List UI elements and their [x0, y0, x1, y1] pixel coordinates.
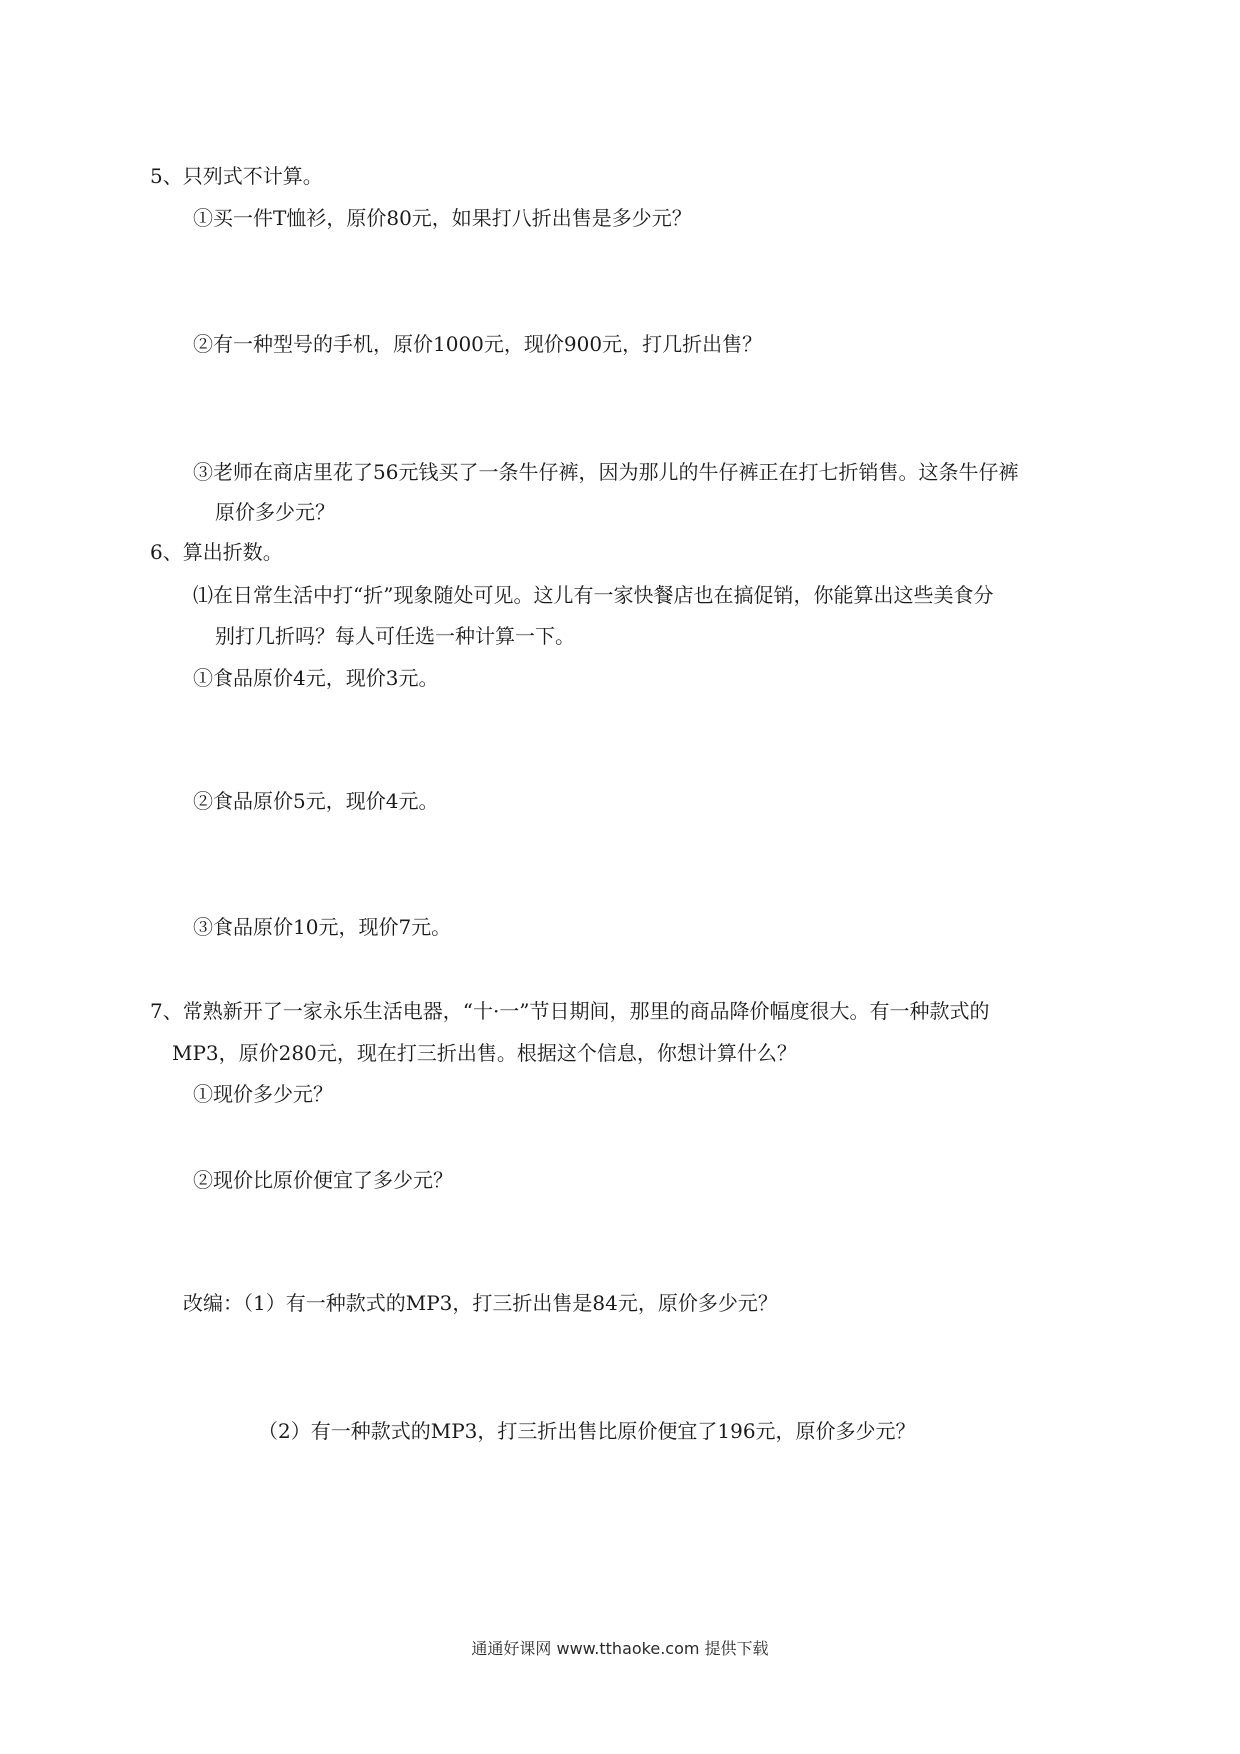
q7-title-line-2: MP3，原价280元，现在打三折出售。根据这个信息，你想计算什么？	[172, 1041, 797, 1065]
q5-item-3-line-1: ③老师在商店里花了56元钱买了一条牛仔裤，因为那儿的牛仔裤正在打七折销售。这条牛仔裤	[193, 460, 1019, 484]
q7-adapt-1: 改编：（1）有一种款式的MP3，打三折出售是84元，原价多少元？	[183, 1291, 778, 1315]
q6-item-3: ③食品原价10元，现价7元。	[193, 915, 452, 939]
q6-item-2: ②食品原价5元，现价4元。	[193, 789, 439, 813]
q5-item-1: ①买一件T恤衫，原价80元，如果打八折出售是多少元？	[193, 206, 692, 230]
q5-item-3-line-2: 原价多少元？	[215, 500, 335, 524]
q7-adapt-2: （2）有一种款式的MP3，打三折出售比原价便宜了196元，原价多少元？	[258, 1419, 916, 1443]
q6-title: 6、算出折数。	[150, 540, 283, 564]
q6-intro-line-1: ⑴在日常生活中打“折”现象随处可见。这儿有一家快餐店也在搞促销，你能算出这些美食分	[193, 583, 994, 607]
q5-item-2: ②有一种型号的手机，原价1000元，现价900元，打几折出售？	[193, 332, 763, 356]
q5-title: 5、只列式不计算。	[150, 164, 323, 188]
q6-item-1: ①食品原价4元，现价3元。	[193, 666, 439, 690]
q7-item-2: ②现价比原价便宜了多少元？	[193, 1168, 453, 1192]
footer-credit: 通通好课网 www.tthaoke.com 提供下载	[471, 1639, 769, 1658]
q7-item-1: ①现价多少元？	[193, 1082, 333, 1106]
q6-intro-line-2: 别打几折吗？每人可任选一种计算一下。	[215, 624, 575, 648]
q7-title-line-1: 7、常熟新开了一家永乐生活电器，“十·一”节日期间，那里的商品降价幅度很大。有一种款式的	[150, 999, 990, 1023]
